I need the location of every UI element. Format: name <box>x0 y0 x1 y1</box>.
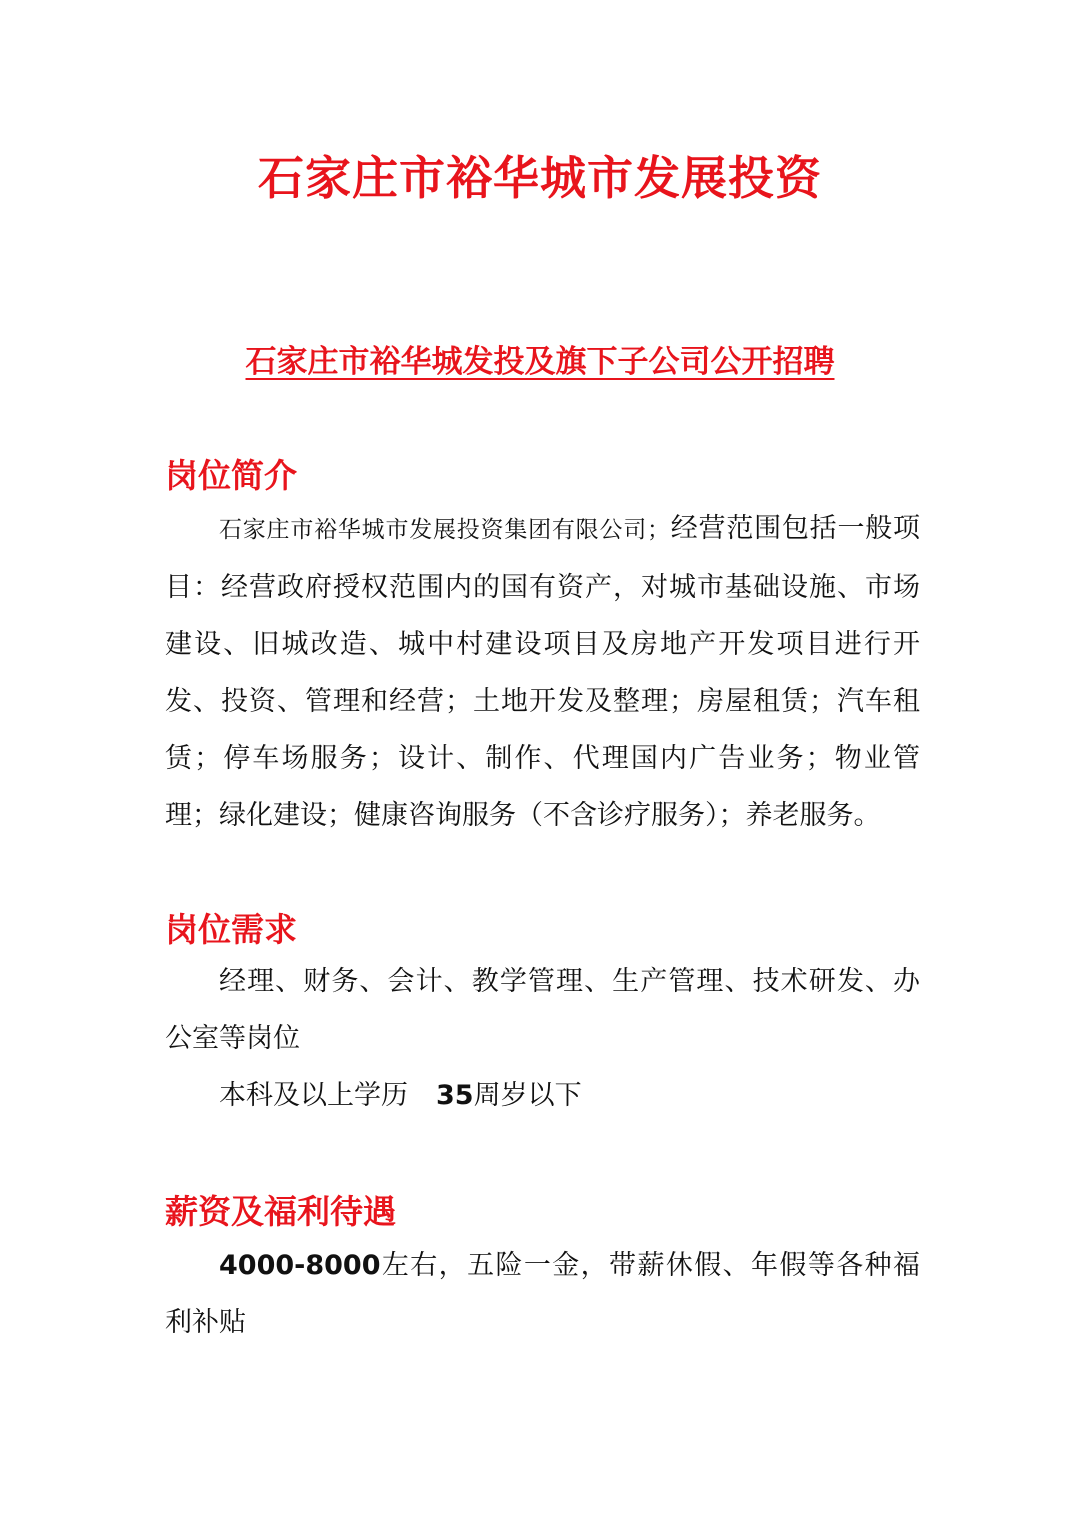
age-number: 35 <box>436 1080 474 1111</box>
intro-paragraph <box>165 500 920 844</box>
education-paragraph <box>165 1067 920 1124</box>
company-name: 石家庄市裕华城市发展投资集团有限公司； <box>219 517 670 543</box>
business-scope: 经营范围包括一般项目：经营政府授权范围内的国有资产，对城市基础设施、市场建设、旧城改造、城中村建设项目及房地产开发项目进行开发、投资、管理和经营；土地开发及整理；房屋租赁；汽车租赁；停车场服务；设计、制作、代理国内广告业务；物业管理；绿化建设；健康咨询服务（不含诊疗服务）；养老服务。 <box>165 513 920 831</box>
salary-paragraph <box>165 1237 920 1351</box>
salary-range: 4000-8000 <box>219 1250 381 1281</box>
age-requirement: 周岁以下 <box>473 1080 582 1111</box>
sub-title: 石家庄市裕华城发投及旗下子公司公开招聘 <box>245 344 835 380</box>
positions-paragraph: 经理、财务、会计、教学管理、生产管理、技术研发、办公室等岗位 <box>165 966 920 1054</box>
section-heading-intro: 岗位简介 <box>165 456 297 495</box>
section-heading-salary: 薪资及福利待遇 <box>165 1192 396 1231</box>
education-requirement: 本科及以上学历 <box>219 1080 408 1111</box>
benefits-text: 左右，五险一金，带薪休假、年假等各种福利补贴 <box>165 1250 920 1338</box>
main-title: 石家庄市裕华城市发展投资 <box>258 151 822 205</box>
section-heading-requirements: 岗位需求 <box>165 910 297 949</box>
